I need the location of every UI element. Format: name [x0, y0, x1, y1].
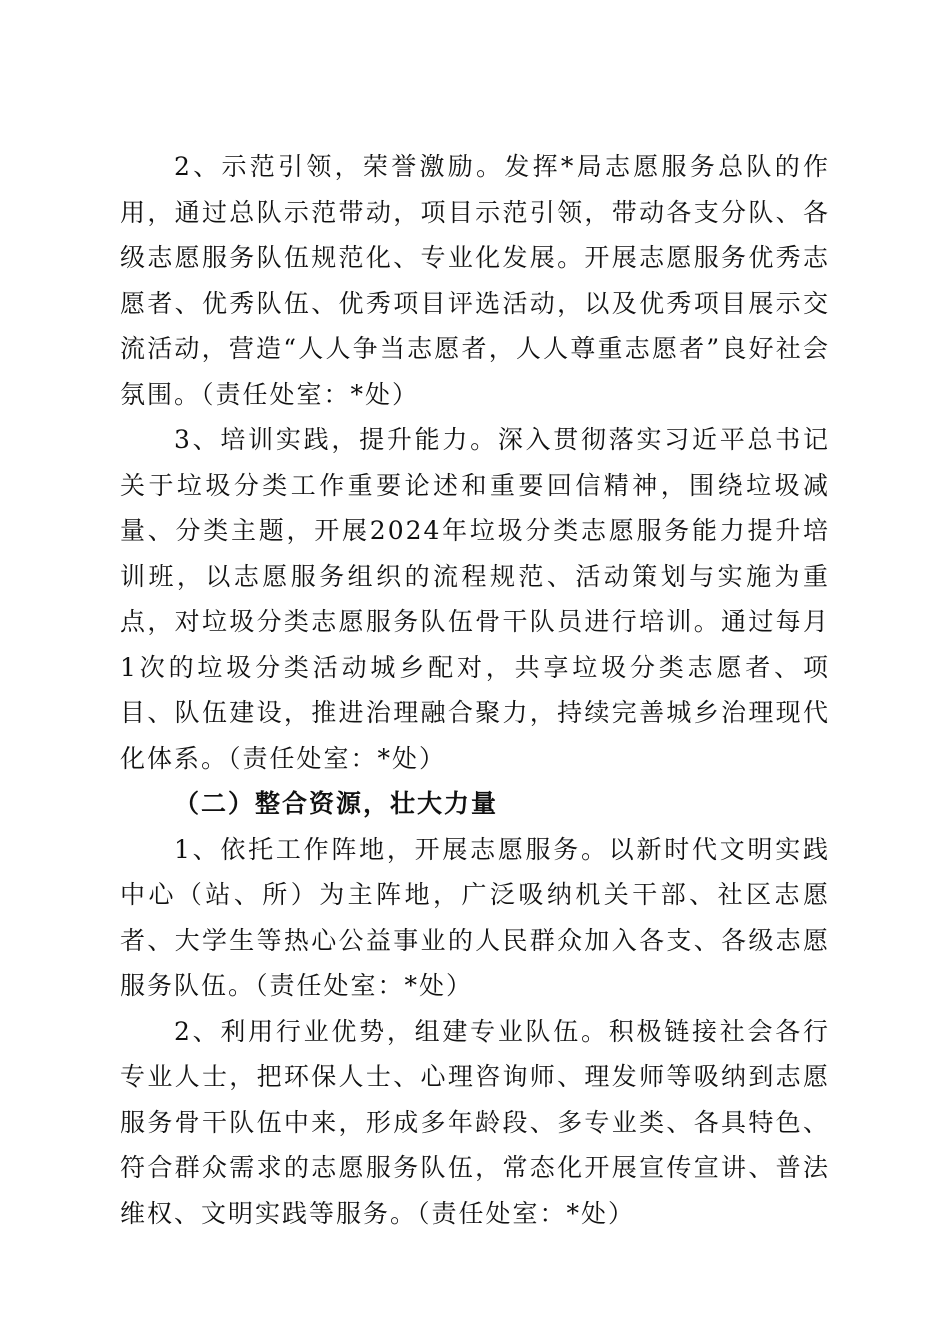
paragraph-professional-team: 2、利用行业优势，组建专业队伍。积极链接社会各行专业人士，把环保人士、心理咨询师、理发师等吸纳到志愿服务骨干队伍中来，形成多年龄段、多专业类、各具特色、符合群众需求的志愿服务队伍，常态化开展宣传宣讲、普法维权、文明实践等服务。（责任处室：*处）: [120, 1016, 830, 1228]
paragraph-work-base: 1、依托工作阵地，开展志愿服务。以新时代文明实践中心（站、所）为主阵地，广泛吸纳机关干部、社区志愿者、大学生等热心公益事业的人民群众加入各支、各级志愿服务队伍。（责任处室：*处）: [120, 834, 830, 1000]
paragraph-training-practice: 3、培训实践，提升能力。深入贯彻落实习近平总书记关于垃圾分类工作重要论述和重要回信精神，围绕垃圾减量、分类主题，开展2024年垃圾分类志愿服务能力提升培训班，以志愿服务组织的流程规范、活动策划与实施为重点，对垃圾分类志愿服务队伍骨干队员进行培训。通过每月1次的垃圾分类活动城乡配对，共享垃圾分类志愿者、项目、队伍建设，推进治理融合聚力，持续完善城乡治理现代化体系。（责任处室：*处）: [120, 425, 830, 773]
document-body: [120, 144, 830, 1236]
section-heading-integrate-resources: （二）整合资源，壮大力量: [174, 789, 499, 818]
paragraph-demonstration-honor: 2、示范引领，荣誉激励。发挥*局志愿服务总队的作用，通过总队示范带动，项目示范引领，带动各支分队、各级志愿服务队伍规范化、专业化发展。开展志愿服务优秀志愿者、优秀队伍、优秀项目评选活动，以及优秀项目展示交流活动，营造“人人争当志愿者，人人尊重志愿者”良好社会氛围。（责任处室：*处）: [120, 152, 830, 409]
